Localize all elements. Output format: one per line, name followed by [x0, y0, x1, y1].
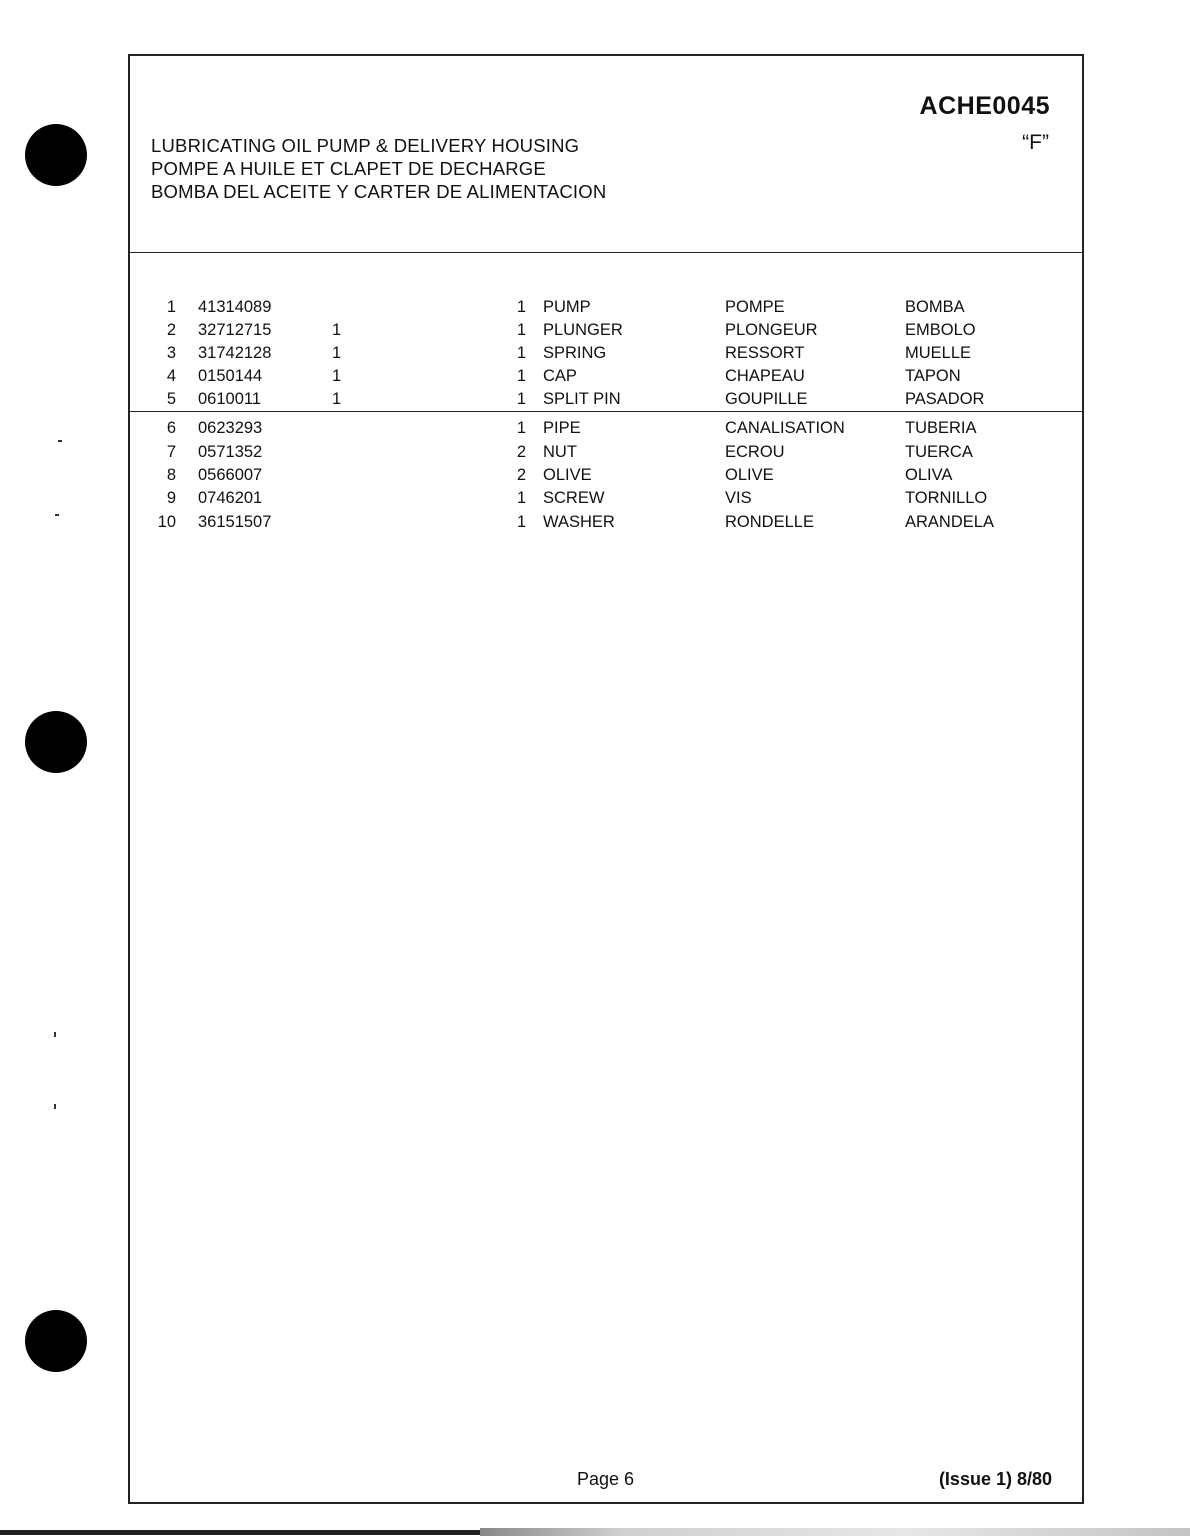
description-english: PUMP — [543, 298, 591, 316]
quantity: 2 — [516, 466, 526, 484]
description-spanish: TUBERIA — [905, 419, 977, 437]
description-english: WASHER — [543, 513, 615, 531]
description-french: OLIVE — [725, 466, 774, 484]
item-number: 6 — [166, 419, 176, 437]
binder-hole-bottom — [25, 1310, 87, 1372]
group-divider — [130, 411, 1082, 412]
description-spanish: PASADOR — [905, 390, 985, 408]
sub-quantity: 1 — [332, 390, 342, 408]
quantity: 2 — [516, 443, 526, 461]
item-number: 5 — [166, 390, 176, 408]
description-english: SPLIT PIN — [543, 390, 621, 408]
description-french: RESSORT — [725, 344, 805, 362]
item-number: 9 — [166, 489, 176, 507]
table-row — [130, 344, 1082, 367]
description-spanish: EMBOLO — [905, 321, 976, 339]
part-number: 0150144 — [198, 367, 263, 385]
description-french: GOUPILLE — [725, 390, 808, 408]
issue-date: (Issue 1) 8/80 — [938, 1469, 1052, 1489]
scan-edge-shadow — [480, 1528, 1190, 1536]
header-divider — [130, 252, 1082, 253]
part-number: 0571352 — [198, 443, 263, 461]
part-number: 0566007 — [198, 466, 263, 484]
description-french: CHAPEAU — [725, 367, 805, 385]
part-number: 31742128 — [198, 344, 272, 362]
description-spanish: ARANDELA — [905, 513, 994, 531]
description-english: OLIVE — [543, 466, 592, 484]
quantity: 1 — [516, 513, 526, 531]
description-spanish: MUELLE — [905, 344, 972, 362]
description-english: SCREW — [543, 489, 605, 507]
scan-speck — [54, 1032, 56, 1037]
quantity: 1 — [516, 419, 526, 437]
description-french: VIS — [725, 489, 752, 507]
item-number: 2 — [166, 321, 176, 339]
document-code: ACHE0045 — [919, 92, 1050, 120]
title-french: POMPE A HUILE ET CLAPET DE DECHARGE — [151, 158, 546, 179]
description-spanish: TUERCA — [905, 443, 973, 461]
section-titles — [151, 134, 606, 203]
table-row — [130, 298, 1082, 321]
description-spanish: TORNILLO — [905, 489, 988, 507]
quantity: 1 — [516, 321, 526, 339]
variant-label: “F” — [1022, 131, 1049, 154]
title-spanish: BOMBA DEL ACEITE Y CARTER DE ALIMENTACION — [151, 181, 607, 202]
description-english: SPRING — [543, 344, 607, 362]
table-row — [130, 489, 1082, 512]
description-english: NUT — [543, 443, 577, 461]
description-spanish: OLIVA — [905, 466, 953, 484]
table-row — [130, 443, 1082, 466]
quantity: 1 — [516, 298, 526, 316]
table-row — [130, 513, 1082, 536]
description-french: PLONGEUR — [725, 321, 818, 339]
part-number: 36151507 — [198, 513, 272, 531]
sub-quantity: 1 — [332, 344, 342, 362]
table-row — [130, 466, 1082, 489]
item-number: 4 — [166, 367, 176, 385]
item-number: 10 — [157, 513, 176, 531]
title-english: LUBRICATING OIL PUMP & DELIVERY HOUSING — [151, 135, 580, 156]
description-english: CAP — [543, 367, 577, 385]
item-number: 8 — [166, 466, 176, 484]
part-number: 0610011 — [198, 390, 262, 408]
quantity: 1 — [516, 344, 526, 362]
binder-hole-top — [25, 124, 87, 186]
scan-speck — [55, 514, 59, 516]
description-english: PIPE — [543, 419, 581, 437]
description-spanish: TAPON — [905, 367, 961, 385]
part-number: 0623293 — [198, 419, 263, 437]
part-number: 41314089 — [198, 298, 272, 316]
quantity: 1 — [516, 367, 526, 385]
parts-list-page — [128, 54, 1084, 1504]
item-number: 3 — [166, 344, 176, 362]
table-row — [130, 390, 1082, 413]
sub-quantity: 1 — [332, 321, 342, 339]
description-spanish: BOMBA — [905, 298, 965, 316]
table-row — [130, 367, 1082, 390]
item-number: 7 — [166, 443, 176, 461]
quantity: 1 — [516, 489, 526, 507]
description-french: RONDELLE — [725, 513, 814, 531]
part-number: 0746201 — [198, 489, 263, 507]
table-row — [130, 321, 1082, 344]
item-number: 1 — [166, 298, 176, 316]
table-row — [130, 419, 1082, 442]
scan-speck — [58, 440, 62, 442]
scan-edge — [0, 1530, 480, 1535]
description-french: ECROU — [725, 443, 785, 461]
page-number: Page 6 — [577, 1469, 635, 1489]
scan-speck — [54, 1104, 56, 1109]
description-english: PLUNGER — [543, 321, 623, 339]
description-french: CANALISATION — [725, 419, 845, 437]
sub-quantity: 1 — [332, 367, 342, 385]
binder-hole-middle — [25, 711, 87, 773]
quantity: 1 — [516, 390, 526, 408]
part-number: 32712715 — [198, 321, 272, 339]
description-french: POMPE — [725, 298, 785, 316]
